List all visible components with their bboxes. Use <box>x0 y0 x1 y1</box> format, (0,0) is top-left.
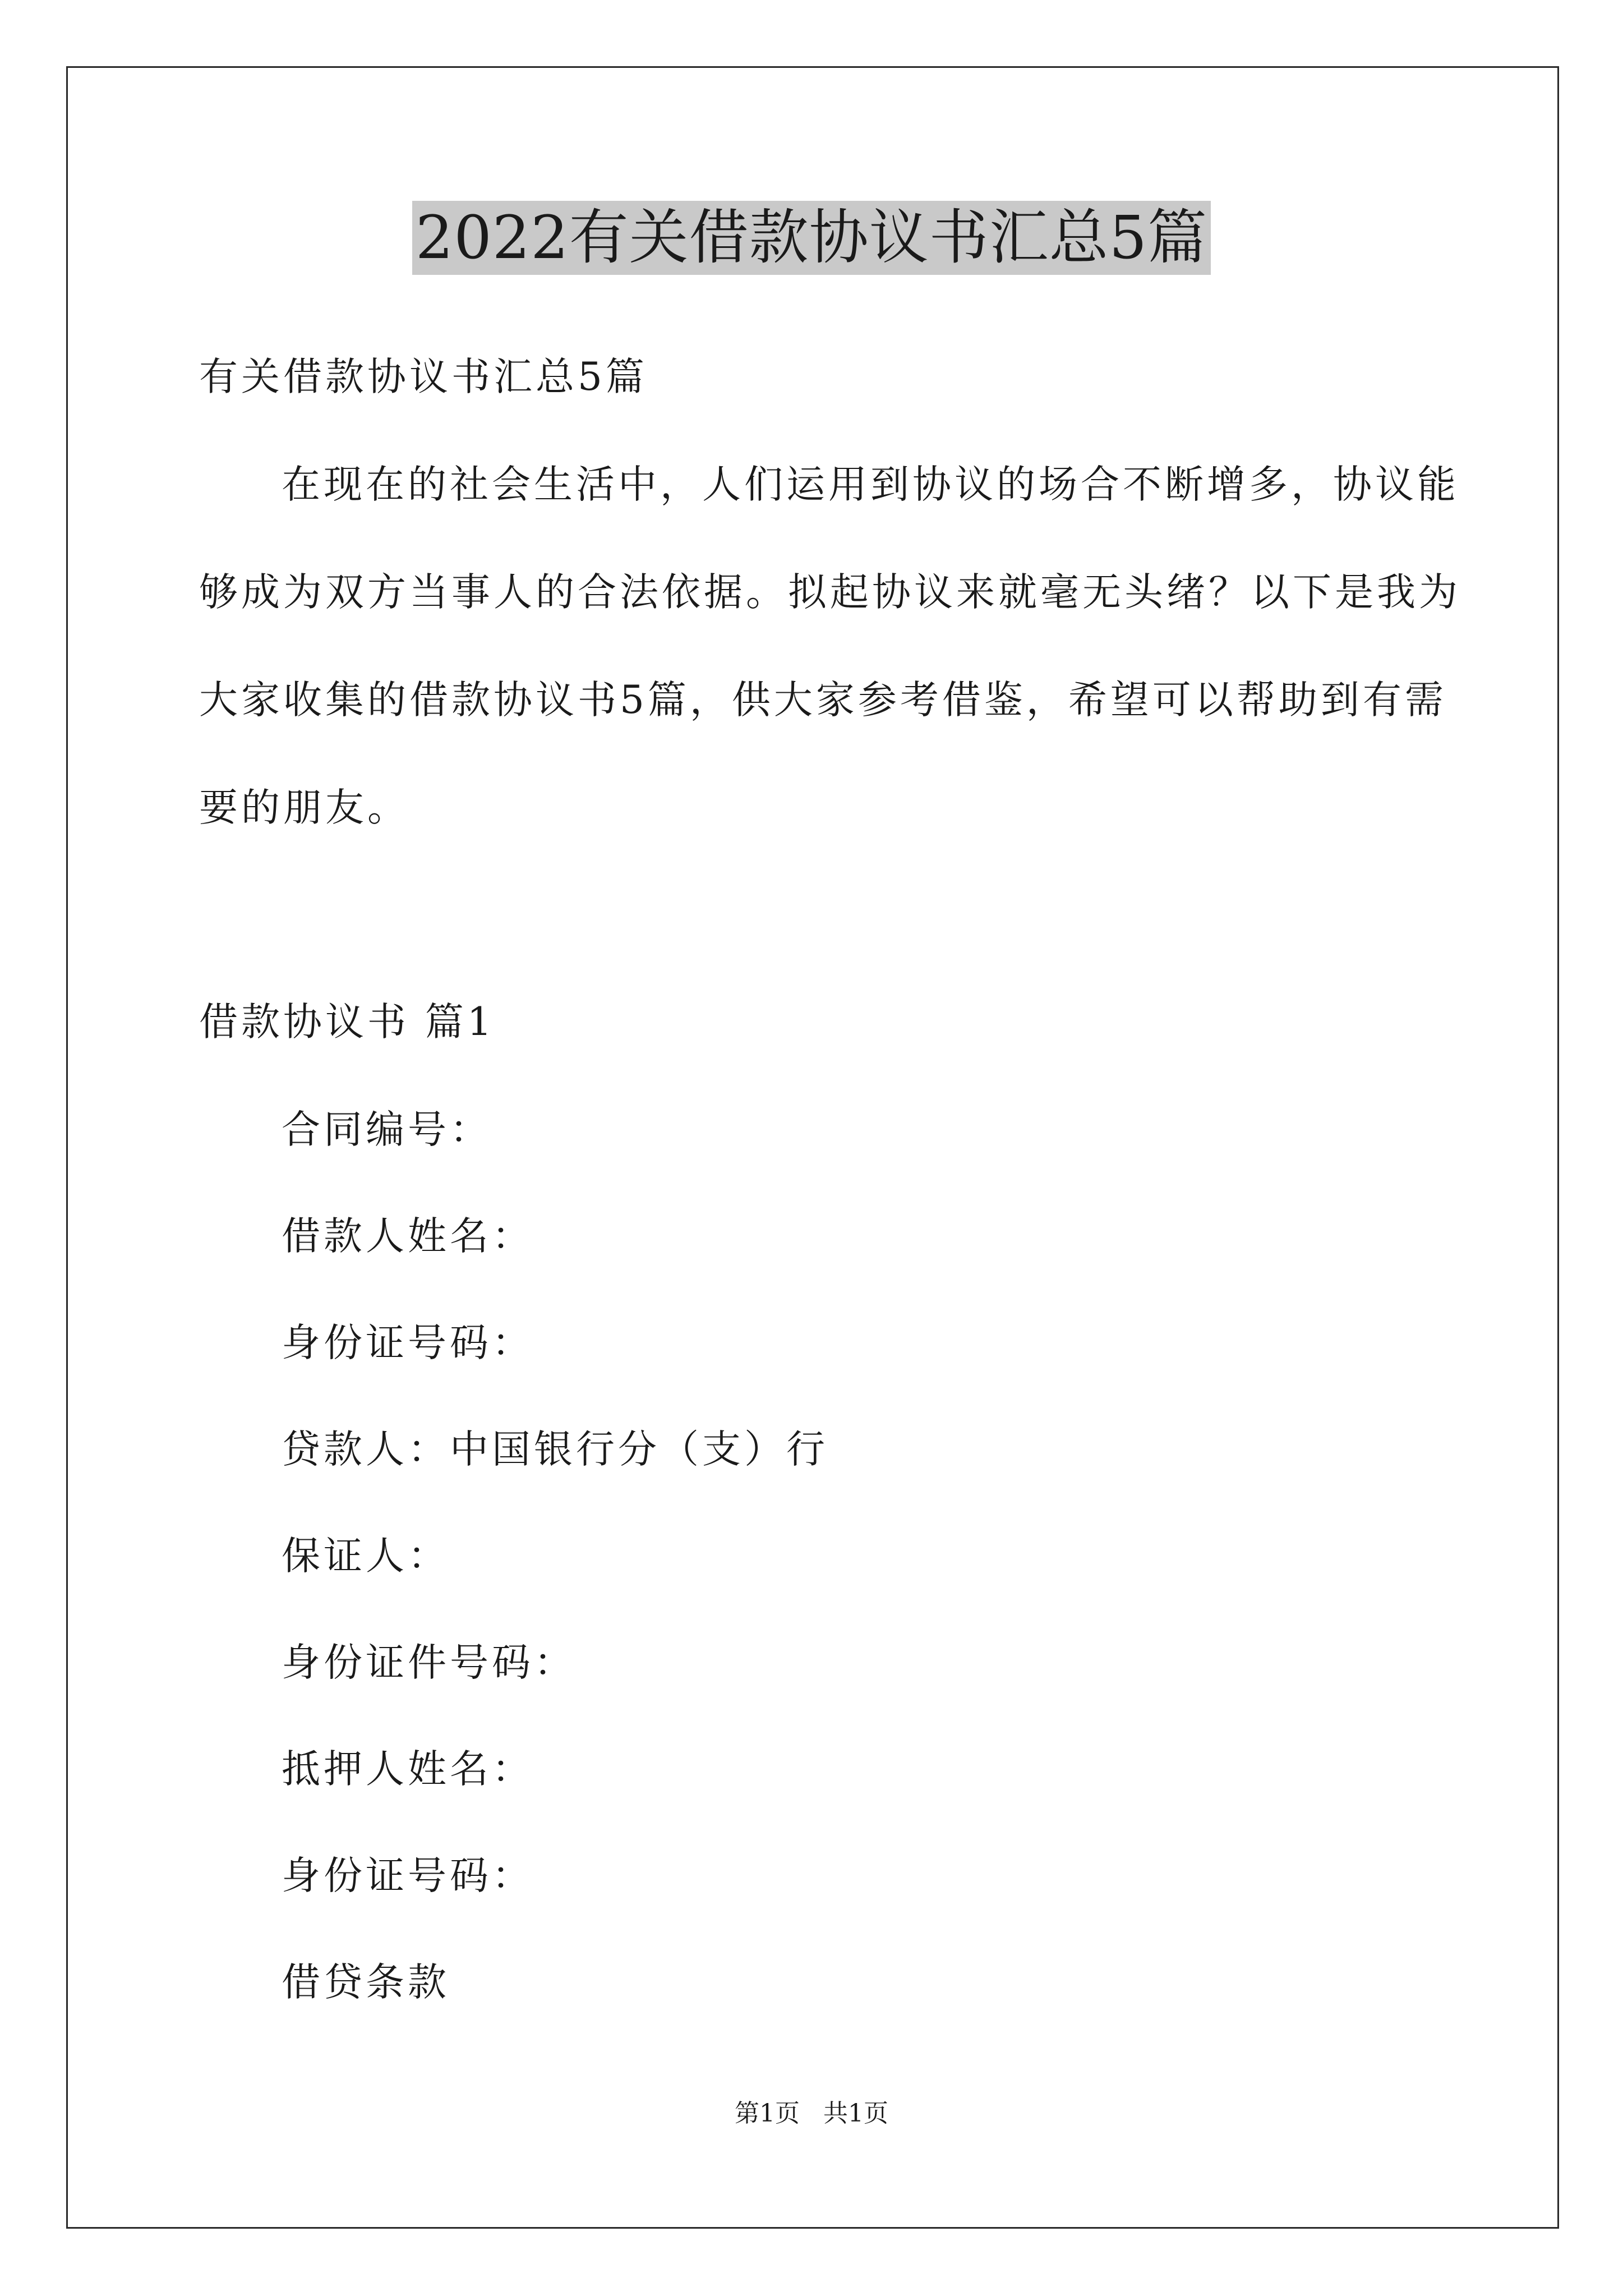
section-heading: 借款协议书 篇1 <box>199 1000 495 1045</box>
intro-line-1: 在现在的社会生活中，人们运用到协议的场合不断增多，协议能 <box>282 462 1459 507</box>
page-footer: 第1页 共1页 <box>735 2099 888 2128</box>
document-subtitle: 有关借款协议书汇总5篇 <box>199 355 648 399</box>
field-contract-number: 合同编号： <box>282 1107 492 1152</box>
field-guarantor: 保证人： <box>282 1534 450 1579</box>
field-mortgagor-name: 抵押人姓名： <box>282 1747 534 1792</box>
field-guarantor-id: 身份证件号码： <box>282 1640 576 1685</box>
title-container <box>0 201 1623 275</box>
field-loan-terms: 借贷条款 <box>282 1960 450 2005</box>
field-mortgagor-id: 身份证号码： <box>282 1853 534 1898</box>
intro-line-2: 够成为双方当事人的合法依据。拟起协议来就毫无头绪？以下是我为 <box>199 570 1461 615</box>
document-title: 2022有关借款协议书汇总5篇 <box>412 201 1211 275</box>
field-lender: 贷款人：中国银行分（支）行 <box>282 1427 828 1472</box>
field-borrower-name: 借款人姓名： <box>282 1214 534 1259</box>
field-borrower-id: 身份证号码： <box>282 1320 534 1365</box>
intro-line-4: 要的朋友。 <box>199 785 409 830</box>
intro-line-3: 大家收集的借款协议书5篇，供大家参考借鉴，希望可以帮助到有需 <box>199 678 1447 723</box>
